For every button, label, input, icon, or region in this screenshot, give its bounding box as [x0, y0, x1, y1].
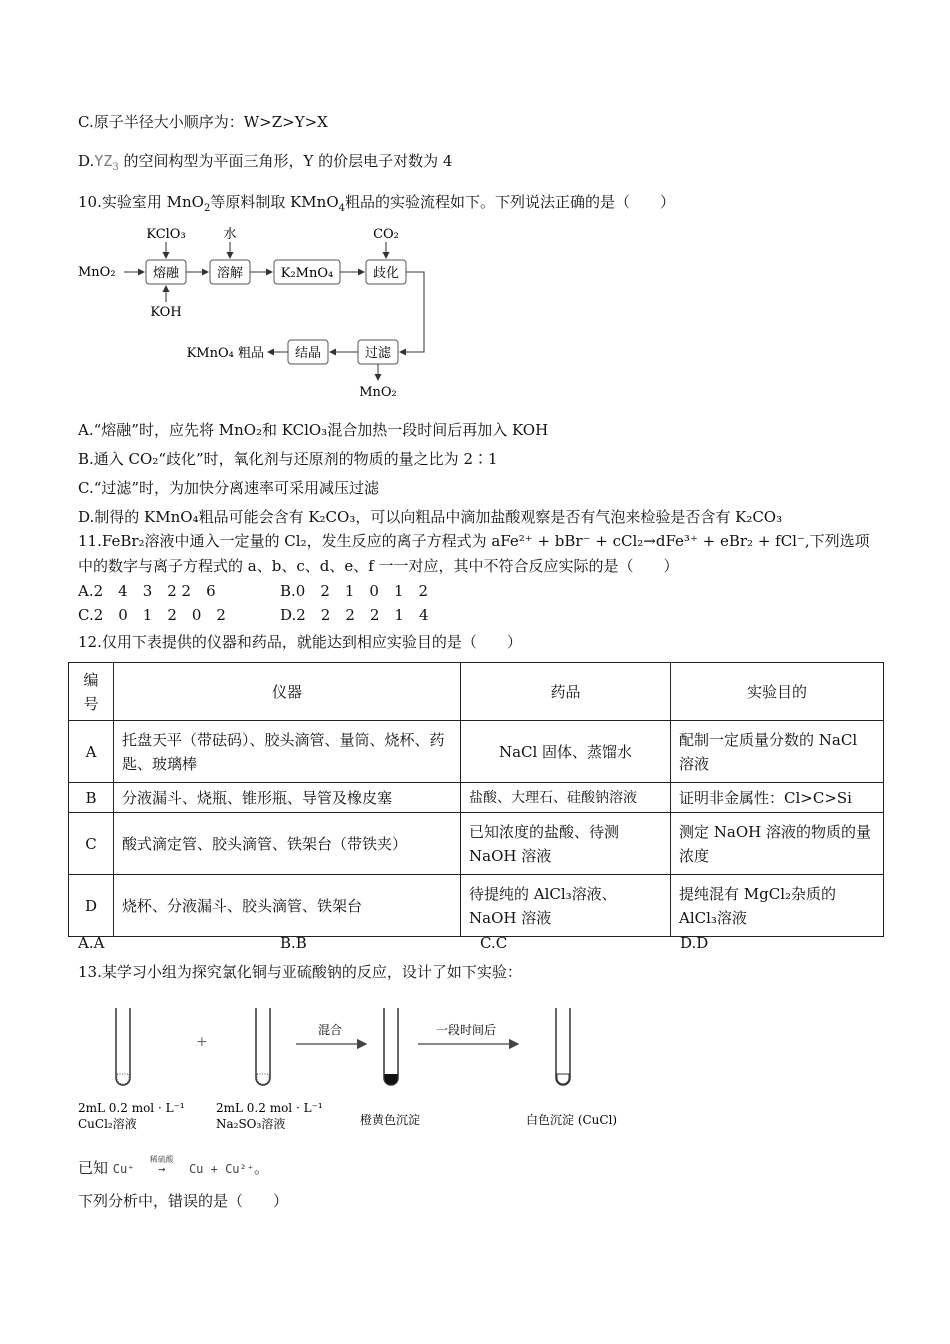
row-c-purpose: 测定 NaOH 溶液的物质的量浓度: [671, 813, 884, 875]
equation-left: Cu⁺: [112, 1162, 135, 1176]
flow-mno2-output: MnO₂: [359, 385, 397, 400]
header-reagents: 药品: [461, 663, 671, 721]
tube-3-label: 橙黄色沉淀: [360, 1113, 421, 1127]
table-row: [69, 783, 884, 813]
header-instruments: 仪器: [114, 663, 461, 721]
q9-option-d-formula: YZ: [94, 152, 113, 170]
tube-2: [256, 1008, 270, 1085]
equation-condition: 稀硫酸: [149, 1155, 174, 1164]
q10-option-a: A.“熔融”时，应先将 MnO₂和 KClO₃混合加热一段时间后再加入 KOH: [78, 421, 549, 439]
q13-known-prefix: 已知: [78, 1159, 109, 1177]
q11-option-d: D.2 2 2 2 1 4: [280, 606, 429, 624]
q12-option-b: B.B: [280, 934, 307, 952]
table-row: [69, 721, 884, 783]
flow-k2mno4: K₂MnO₄: [280, 266, 334, 281]
q9-option-c: C.原子半径大小顺序为：W>Z>Y>X: [78, 113, 328, 131]
row-d-reagents: 待提纯的 AlCl₃溶液、NaOH 溶液: [461, 875, 671, 937]
flow-crystallize: 结晶: [294, 346, 322, 361]
flow-filter: 过滤: [364, 346, 392, 361]
q13-stem: 13.某学习小组为探究氯化铜与亚硫酸钠的反应，设计了如下实验：: [78, 963, 522, 981]
tube-2-label-line-2: Na₂SO₃溶液: [216, 1117, 286, 1131]
flow-dissolve: 溶解: [216, 266, 244, 281]
q12-option-c: C.C: [480, 934, 508, 952]
q10-flow-diagram: [78, 222, 438, 404]
tube-1: [116, 1008, 130, 1085]
q10-stem-post: 粗品的实验流程如下。下列说法正确的是（ ）: [345, 193, 676, 211]
q9-option-d-text: 的空间构型为平面三角形，Y 的价层电子对数为 4: [123, 152, 453, 170]
tube-2-label-line-1: 2mL 0.2 mol · L⁻¹: [216, 1101, 323, 1115]
tube-3: [384, 1008, 398, 1085]
flow-mno2-input: MnO₂: [78, 265, 116, 280]
q10-stem-pre: 10.实验室用 MnO: [78, 193, 204, 211]
q12-table: [68, 662, 884, 937]
row-c-reagents: 已知浓度的盐酸、待测 NaOH 溶液: [461, 813, 671, 875]
q13-known: [78, 1155, 269, 1179]
q12-option-d: D.D: [680, 934, 709, 952]
tube-1-label-line-2: CuCl₂溶液: [78, 1117, 137, 1131]
q11-options-row-2: [78, 605, 429, 625]
q10-option-b: B.通入 CO₂“歧化”时，氧化剂与还原剂的物质的量之比为 2∶1: [78, 450, 498, 468]
q9-option-d-formula-sub: 3: [112, 162, 119, 173]
header-id: 编号: [69, 663, 114, 721]
tube-4-label: 白色沉淀 (CuCl): [526, 1113, 618, 1127]
q13-experiment-figure: [78, 1002, 678, 1142]
flow-koh: KOH: [150, 305, 182, 320]
flow-product: KMnO₄ 粗品: [186, 346, 264, 361]
q10-stem-mid: 等原料制取 KMnO: [210, 193, 339, 211]
flow-melt: 熔融: [152, 266, 180, 281]
flow-disproportion: 歧化: [372, 266, 400, 281]
row-a-reagents: NaCl 固体、蒸馏水: [461, 721, 671, 783]
q12-option-a: A.A: [78, 934, 105, 952]
mix-label: 混合: [317, 1023, 343, 1037]
row-c-id: C: [69, 813, 114, 875]
q12-stem: 12.仅用下表提供的仪器和药品，就能达到相应实验目的是（ ）: [78, 633, 522, 651]
row-b-purpose: 证明非金属性：Cl>C>Si: [671, 783, 884, 813]
equation-right: Cu + Cu²⁺: [188, 1162, 254, 1176]
flow-co2: CO₂: [373, 227, 399, 242]
q11-option-c: C.2 0 1 2 0 2: [78, 606, 226, 624]
table-row: [69, 813, 884, 875]
q11-options-row-1: [78, 581, 428, 601]
table-header-row: [69, 663, 884, 721]
q11-option-a: A.2 4 3 2 2 6: [78, 582, 216, 600]
row-c-instruments: 酸式滴定管、胶头滴管、铁架台（带铁夹）: [114, 813, 461, 875]
row-b-instruments: 分液漏斗、烧瓶、锥形瓶、导管及橡皮塞: [114, 783, 461, 813]
q13-ask: 下列分析中，错误的是（ ）: [78, 1192, 289, 1210]
wait-label: 一段时间后: [435, 1023, 497, 1037]
q9-option-d: [78, 151, 452, 171]
header-purpose: 实验目的: [671, 663, 884, 721]
q10-option-c: C.“过滤”时，为加快分离速率可采用减压过滤: [78, 479, 380, 497]
q10-option-d: D.制得的 KMnO₄粗品可能会含有 K₂CO₃，可以向粗品中滴加盐酸观察是否有气泡来检验是否含有 K₂CO₃: [78, 508, 783, 526]
q11-stem-line-2: 中的数字与离子方程式的 a、b、c、d、e、f 一一对应，其中不符合反应实际的是（ ）: [78, 557, 679, 575]
row-d-id: D: [69, 875, 114, 937]
row-b-reagents: 盐酸、大理石、硅酸钠溶液: [461, 783, 671, 813]
table-row: [69, 875, 884, 937]
tube-1-label-line-1: 2mL 0.2 mol · L⁻¹: [78, 1101, 185, 1115]
tube-4: [556, 1008, 570, 1085]
q10-stem: 10.实验室用 MnO$_2$等原料制取 KMnO$_4$粗品的实验流程如下。下列说法正确的是（ ）: [78, 193, 676, 214]
row-a-id: A: [69, 721, 114, 783]
flow-kclo3: KClO₃: [146, 227, 186, 242]
flow-water: 水: [223, 227, 237, 242]
q11-stem-line-1: 11.FeBr₂溶液中通入一定量的 Cl₂，发生反应的离子方程式为 aFe²⁺ + bBr⁻ + cCl₂→dFe³⁺ + eBr₂ + fCl⁻,下列选项: [78, 532, 870, 550]
q11-option-b: B.0 2 1 0 1 2: [280, 582, 429, 600]
row-d-purpose: 提纯混有 MgCl₂杂质的 AlCl₃溶液: [671, 875, 884, 937]
plus-sign: +: [196, 1034, 208, 1050]
q13-known-suffix: 。: [253, 1159, 269, 1177]
q13-known-equation: [112, 1155, 254, 1179]
row-b-id: B: [69, 783, 114, 813]
equation-arrow-icon: →: [158, 1162, 166, 1176]
q12-options: [78, 933, 708, 953]
q9-option-d-prefix: D.: [78, 152, 95, 170]
row-a-purpose: 配制一定质量分数的 NaCl 溶液: [671, 721, 884, 783]
row-a-instruments: 托盘天平（带砝码）、胶头滴管、量筒、烧杯、药匙、玻璃棒: [114, 721, 461, 783]
row-d-instruments: 烧杯、分液漏斗、胶头滴管、铁架台: [114, 875, 461, 937]
